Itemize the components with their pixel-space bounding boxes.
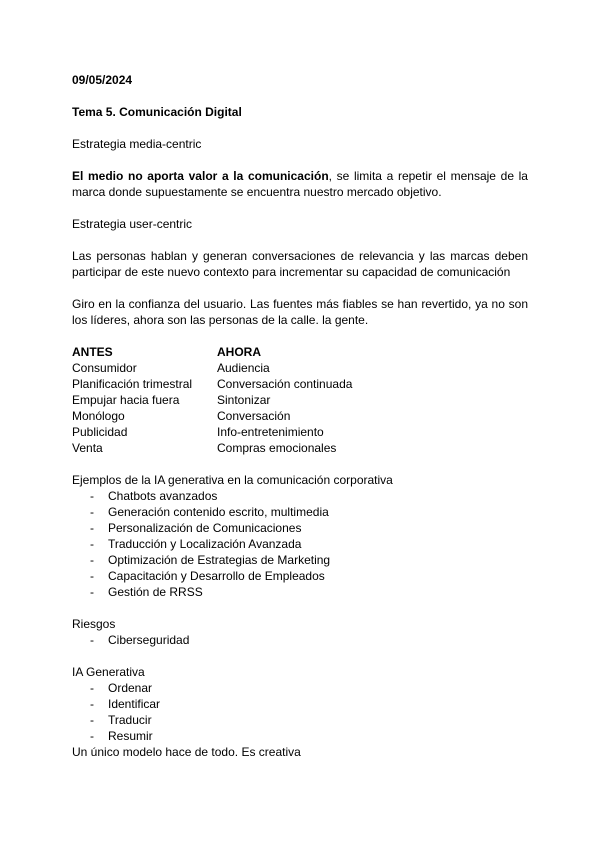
list-item	[72, 520, 528, 536]
list-item-text: Gestión de RRSS	[108, 585, 203, 599]
table-cell-before: Planificación trimestral	[72, 377, 193, 391]
dash-bullet: -	[90, 489, 94, 503]
closing-line: Un único modelo hace de todo. Es creativa	[72, 745, 301, 759]
dash-bullet: -	[90, 633, 94, 647]
list-item-text: Personalización de Comunicaciones	[108, 521, 302, 535]
list-item-text: Generación contenido escrito, multimedia	[108, 505, 329, 519]
table-cell-before: Empujar hacia fuera	[72, 393, 180, 407]
dash-bullet: -	[90, 585, 94, 599]
heading-media-centric: Estrategia media-centric	[72, 137, 202, 151]
comparison-table-header	[72, 344, 528, 360]
dash-bullet: -	[90, 569, 94, 583]
list-item	[72, 552, 528, 568]
paragraph-user-centric: Las personas hablan y generan conversaciones de relevancia y las marcas deben participar de este nuevo contexto para incrementar su capacidad de comunicación	[72, 249, 528, 279]
ia-examples-list	[72, 488, 528, 600]
dash-bullet: -	[90, 505, 94, 519]
risks-list	[72, 632, 528, 648]
dash-bullet: -	[90, 697, 94, 711]
list-item	[72, 536, 528, 552]
heading-ia-examples: Ejemplos de la IA generativa en la comunicación corporativa	[72, 473, 393, 487]
table-row	[72, 376, 528, 392]
list-item-text: Chatbots avanzados	[108, 489, 218, 503]
dash-bullet: -	[90, 729, 94, 743]
document-title: Tema 5. Comunicación Digital	[72, 105, 242, 119]
table-cell-after: Audiencia	[217, 361, 270, 375]
list-item-text: Identificar	[108, 697, 161, 711]
table-cell-after: Info-entretenimiento	[217, 425, 324, 439]
table-row	[72, 408, 528, 424]
heading-risks: Riesgos	[72, 617, 116, 631]
list-item	[72, 712, 528, 728]
table-cell-before: Consumidor	[72, 361, 137, 375]
document-page	[72, 72, 528, 760]
dash-bullet: -	[90, 681, 94, 695]
list-item	[72, 696, 528, 712]
table-cell-before: Monólogo	[72, 409, 125, 423]
list-item-text: Resumir	[108, 729, 153, 743]
list-item	[72, 504, 528, 520]
list-item	[72, 680, 528, 696]
list-item-text: Optimización de Estrategias de Marketing	[108, 553, 331, 567]
table-row	[72, 392, 528, 408]
media-centric-rest-text: , se limita a repetir el mensaje de la marca donde supuestamente se encuentra nuestro mercado objetivo.	[72, 169, 528, 199]
table-cell-after: Sintonizar	[217, 393, 271, 407]
col-header-ahora: AHORA	[217, 345, 261, 359]
table-cell-after: Compras emocionales	[217, 441, 337, 455]
ia-generativa-list	[72, 680, 528, 744]
dash-bullet: -	[90, 553, 94, 567]
table-cell-after: Conversación continuada	[217, 377, 353, 391]
table-row	[72, 424, 528, 440]
paragraph-trust: Giro en la confianza del usuario. Las fuentes más fiables se han revertido, ya no son los líderes, ahora son las personas de la calle. la gente.	[72, 297, 528, 327]
comparison-table	[72, 344, 528, 456]
heading-user-centric: Estrategia user-centric	[72, 217, 193, 231]
paragraph-media-centric	[72, 168, 528, 200]
table-row	[72, 360, 528, 376]
list-item	[72, 728, 528, 744]
table-row	[72, 440, 528, 456]
dash-bullet: -	[90, 521, 94, 535]
list-item-text: Ordenar	[108, 681, 153, 695]
table-cell-before: Venta	[72, 441, 103, 455]
table-cell-after: Conversación	[217, 409, 291, 423]
list-item	[72, 488, 528, 504]
list-item-text: Ciberseguridad	[108, 633, 190, 647]
list-item-text: Capacitación y Desarrollo de Empleados	[108, 569, 325, 583]
document-date: 09/05/2024	[72, 73, 133, 87]
list-item-text: Traducción y Localización Avanzada	[108, 537, 302, 551]
table-cell-before: Publicidad	[72, 425, 128, 439]
list-item	[72, 568, 528, 584]
dash-bullet: -	[90, 537, 94, 551]
dash-bullet: -	[90, 713, 94, 727]
list-item	[72, 632, 528, 648]
heading-ia-generativa: IA Generativa	[72, 665, 145, 679]
list-item-text: Traducir	[108, 713, 152, 727]
col-header-antes: ANTES	[72, 345, 113, 359]
list-item	[72, 584, 528, 600]
media-centric-bold-text: El medio no aporta valor a la comunicación	[72, 169, 329, 183]
